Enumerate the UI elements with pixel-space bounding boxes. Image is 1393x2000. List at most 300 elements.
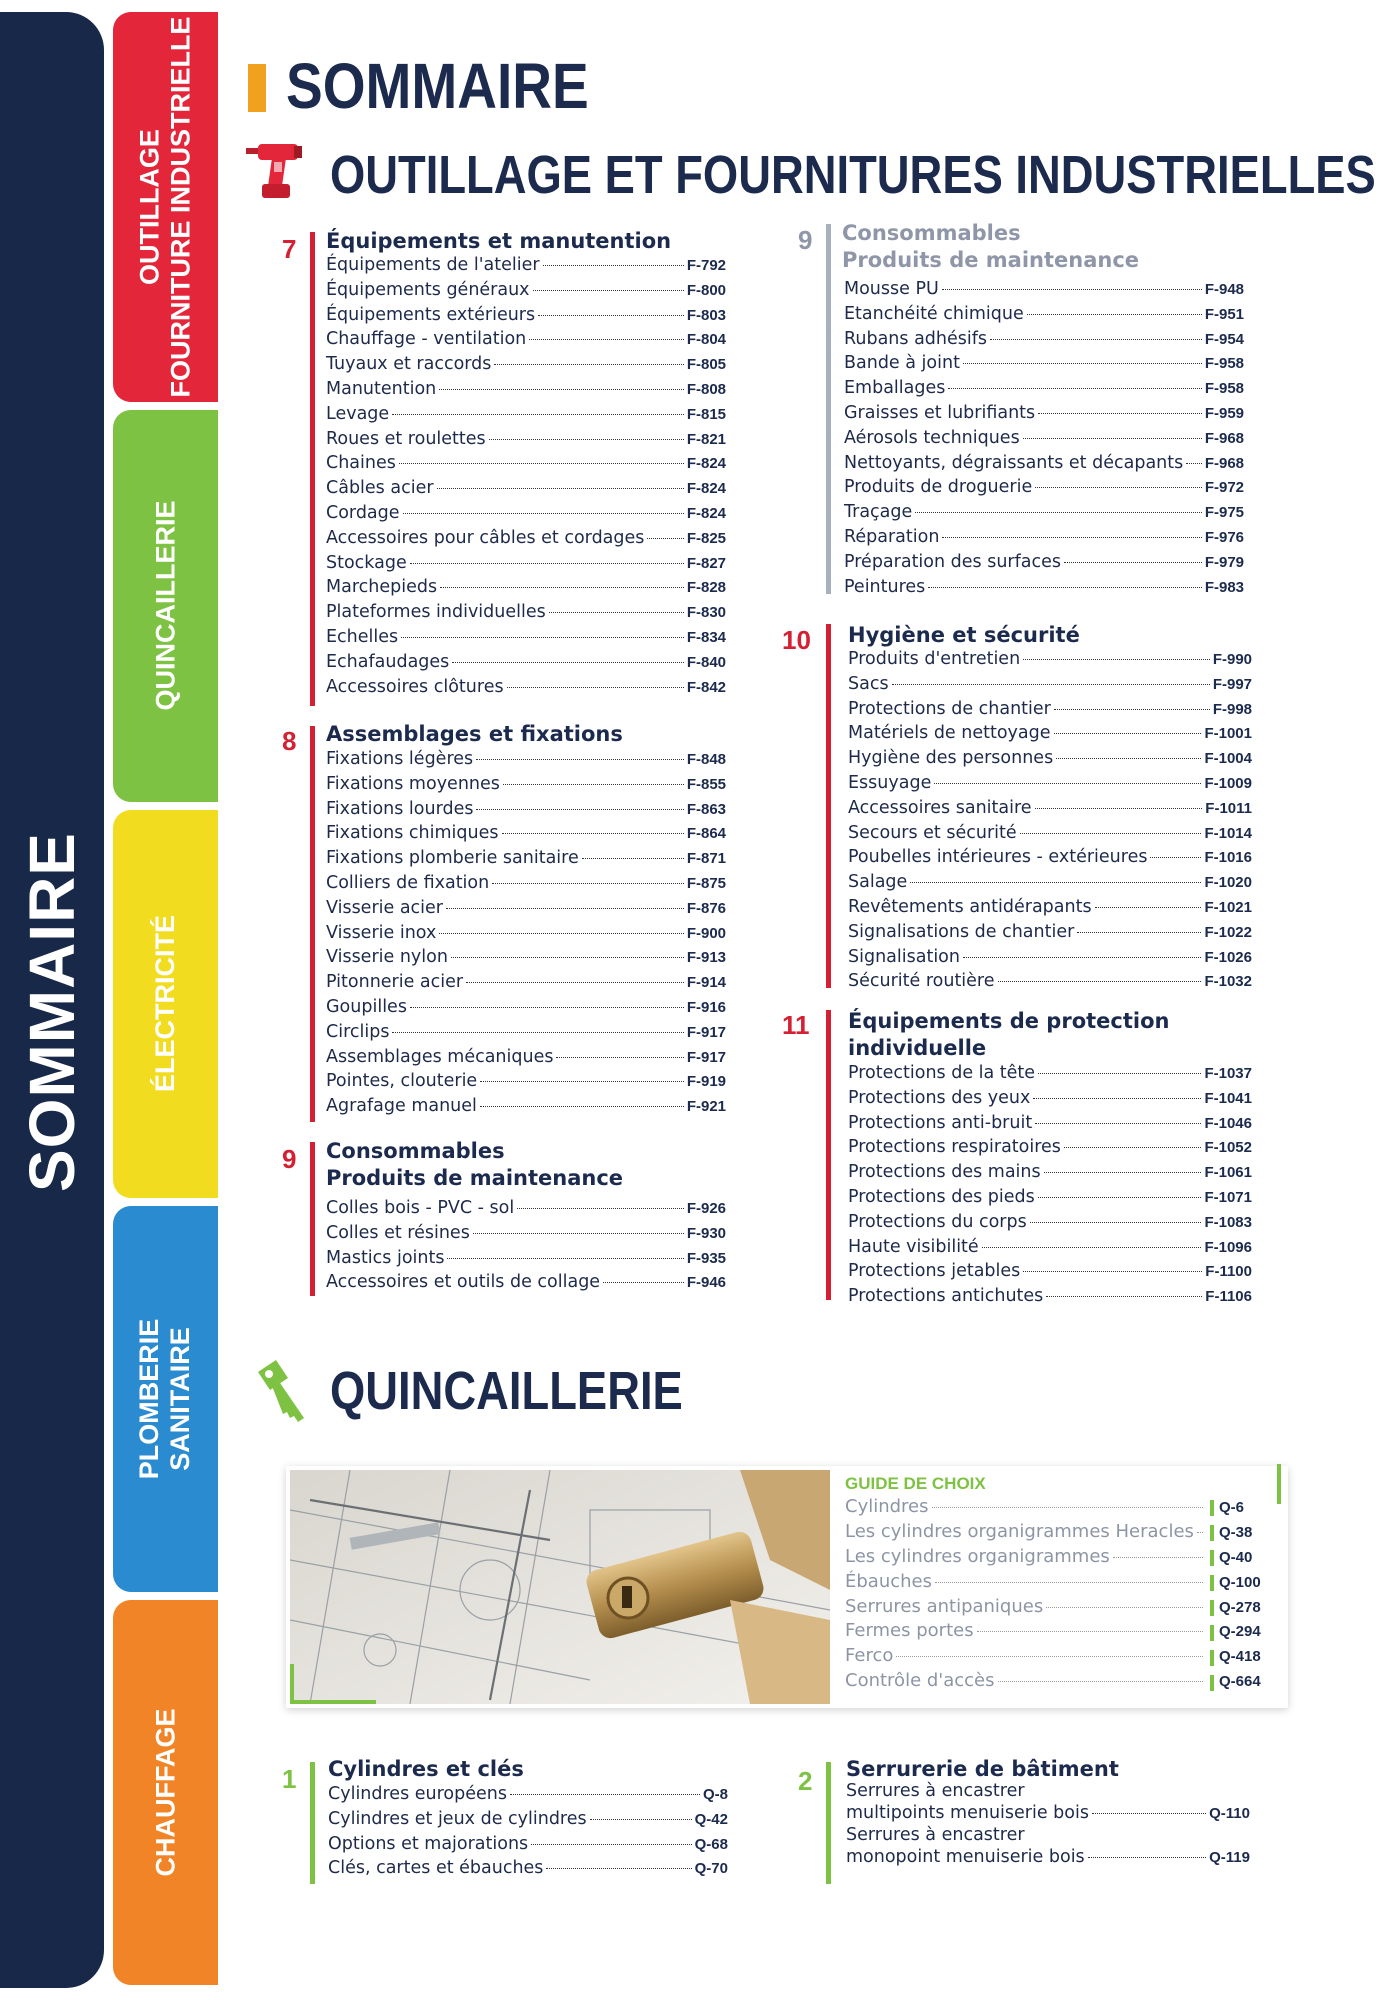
toc-entry-page: F-842 [686, 678, 726, 696]
toc-entry[interactable] [848, 823, 1252, 848]
toc-entry-page: F-958 [1204, 380, 1244, 398]
leader-dots [392, 414, 684, 415]
section-bar [826, 624, 831, 988]
toc-entry-label: Mousse PU [844, 279, 939, 299]
toc-entry[interactable] [326, 255, 726, 280]
toc-entry-page: Q-6 [1219, 1499, 1245, 1516]
toc-entry-page: F-1021 [1204, 898, 1252, 916]
toc-entry-page: Q-119 [1209, 1849, 1250, 1866]
toc-entry-page: F-1032 [1204, 973, 1252, 991]
section-number: 10 [782, 625, 811, 655]
leader-dots [603, 1282, 684, 1283]
leader-dots [543, 265, 684, 266]
toc-entry[interactable] [848, 1113, 1252, 1138]
toc-entry-page: F-914 [686, 974, 726, 992]
toc-entry[interactable] [844, 552, 1244, 577]
toc-entry-page: F-824 [686, 455, 726, 473]
leader-dots [533, 290, 684, 291]
toc-entry[interactable] [326, 823, 726, 848]
toc-entry-label: Fermes portes [845, 1620, 974, 1642]
toc-entry-page: F-1001 [1204, 725, 1252, 743]
tab-chauffage-label: CHAUFFAGE [149, 1708, 180, 1877]
toc-entry[interactable] [326, 652, 726, 677]
toc-entry-page: F-834 [686, 628, 726, 646]
toc-entry-page: F-1004 [1204, 750, 1252, 768]
toc-entry[interactable] [848, 947, 1252, 972]
tab-line: SANITAIRE [165, 1327, 196, 1471]
toc-entry[interactable] [844, 453, 1244, 478]
toc-entry-page: F-990 [1212, 651, 1252, 668]
toc-entry-page: F-1052 [1204, 1139, 1252, 1157]
leader-dots [935, 1582, 1203, 1583]
toc-entry-page: F-919 [686, 1073, 726, 1091]
toc-entry-label: Echelles [326, 626, 399, 647]
toc-entry[interactable] [848, 1212, 1252, 1237]
toc-entry-page: F-959 [1204, 404, 1244, 422]
toc-entry[interactable] [848, 1063, 1252, 1088]
toc-entry-page: F-1100 [1205, 1263, 1252, 1281]
guide-entry[interactable] [845, 1670, 1265, 1695]
toc-entry-page: F-804 [686, 331, 726, 349]
leader-dots [1056, 758, 1201, 759]
toc-entry[interactable] [326, 947, 726, 972]
page-marker [1210, 1650, 1214, 1666]
toc-entry-label: Protections des mains [848, 1162, 1041, 1183]
leader-dots [1064, 562, 1202, 563]
toc-entry[interactable] [326, 1096, 726, 1121]
toc-entry-page: Q-8 [702, 1786, 728, 1803]
toc-entry-page: F-800 [686, 281, 726, 299]
leader-dots [440, 587, 684, 588]
toc-entry-label: Assemblages mécaniques [326, 1046, 554, 1067]
leader-dots [502, 833, 684, 834]
section-number: 9 [282, 1144, 297, 1174]
toc-entry[interactable] [326, 379, 726, 404]
leader-dots [510, 1794, 700, 1795]
toc-entry-label: Protections respiratoires [848, 1137, 1061, 1158]
toc-entry[interactable] [844, 329, 1244, 354]
section-title: Produits de maintenance [842, 248, 1140, 272]
toc-entry-label: Visserie nylon [326, 947, 448, 968]
toc-entry-label: Cylindres et jeux de cylindres [328, 1808, 587, 1829]
leader-dots [466, 982, 684, 983]
section-bar [826, 1762, 831, 1884]
toc-entry-page: F-827 [686, 554, 726, 572]
toc-entry[interactable] [326, 972, 726, 997]
toc-entry-page: F-1106 [1205, 1288, 1252, 1306]
leader-dots [437, 488, 684, 489]
toc-entry-page: F-913 [686, 949, 726, 967]
toc-entry-page: F-871 [686, 850, 726, 868]
toc-entry-page: F-968 [1204, 429, 1244, 447]
section-bar [310, 1762, 315, 1884]
guide-accent [290, 1700, 376, 1704]
toc-entry[interactable] [848, 1088, 1252, 1113]
toc-entry[interactable] [848, 872, 1252, 897]
toc-entry[interactable] [326, 774, 726, 799]
toc-entry[interactable] [326, 873, 726, 898]
toc-list [848, 649, 1252, 996]
leader-dots [892, 684, 1210, 685]
toc-entry-page: F-876 [686, 899, 726, 917]
toc-entry-label: Colles et résines [326, 1222, 470, 1243]
toc-entry-page: F-926 [686, 1200, 726, 1217]
leader-dots [1023, 1271, 1202, 1272]
toc-list [326, 255, 726, 701]
leader-dots [998, 1681, 1203, 1682]
toc-entry[interactable] [326, 1272, 726, 1297]
blueprint-cylinder-photo [290, 1470, 830, 1704]
toc-entry-label: Les cylindres organigrammes Heracles [845, 1520, 1194, 1542]
toc-entry-page: F-824 [686, 480, 726, 498]
toc-entry-page: F-997 [1212, 675, 1252, 693]
toc-entry-page: Q-40 [1219, 1548, 1253, 1566]
toc-entry[interactable] [848, 773, 1252, 798]
toc-entry[interactable] [326, 1223, 726, 1248]
toc-entry[interactable] [844, 502, 1244, 527]
leader-dots [507, 687, 684, 688]
toc-list [846, 1781, 1250, 1869]
leader-dots [480, 1081, 684, 1082]
section-title: Consommables [842, 221, 1021, 245]
toc-entry-label: Les cylindres organigrammes [845, 1545, 1110, 1567]
toc-entry[interactable] [844, 527, 1244, 552]
toc-entry-label: Clés, cartes et ébauches [328, 1858, 544, 1879]
leader-dots [963, 363, 1202, 364]
toc-entry[interactable] [326, 677, 726, 702]
toc-entry-label: Protections de chantier [848, 698, 1051, 719]
leader-dots [452, 662, 684, 663]
toc-entry[interactable] [848, 748, 1252, 773]
toc-entry-label: Hygiène des personnes [848, 748, 1054, 769]
toc-entry-label: Marchepieds [326, 577, 438, 598]
toc-entry[interactable] [844, 279, 1244, 304]
toc-entry-label: Protections de la tête [848, 1063, 1036, 1083]
toc-entry[interactable] [846, 1847, 1250, 1869]
toc-entry-page: F-1020 [1204, 874, 1252, 892]
toc-entry-label: Accessoires sanitaire [848, 797, 1032, 818]
toc-entry-page: F-946 [686, 1274, 726, 1292]
toc-entry[interactable] [328, 1809, 728, 1834]
section-number: 1 [282, 1764, 297, 1794]
toc-entry-label: Signalisation [848, 946, 960, 967]
toc-entry[interactable] [326, 503, 726, 528]
toc-entry[interactable] [326, 1248, 726, 1273]
toc-entry-page: F-1022 [1204, 923, 1252, 941]
toc-entry-label: Emballages [844, 378, 946, 399]
toc-entry-page: F-1009 [1204, 774, 1252, 792]
leader-dots [439, 389, 684, 390]
leader-dots [403, 513, 684, 514]
toc-entry-page: F-855 [686, 775, 726, 793]
toc-entry-page: Q-110 [1209, 1805, 1250, 1822]
toc-entry-page: F-1037 [1204, 1065, 1252, 1082]
toc-entry[interactable] [848, 847, 1252, 872]
toc-entry[interactable] [848, 1286, 1252, 1311]
toc-entry-label: Sécurité routière [848, 971, 995, 992]
toc-entry-label: Manutention [326, 378, 437, 399]
toc-entry-label: Ferco [845, 1645, 894, 1667]
toc-entry-page: F-1046 [1204, 1114, 1252, 1132]
toc-entry-page: F-900 [686, 924, 726, 942]
toc-entry-page: F-954 [1204, 330, 1244, 348]
toc-list [326, 749, 726, 1121]
toc-entry-label: Secours et sécurité [848, 822, 1017, 843]
leader-dots [896, 1656, 1203, 1657]
toc-entry[interactable] [326, 923, 726, 948]
toc-entry-page: F-1014 [1204, 824, 1252, 842]
leader-dots [538, 315, 684, 316]
tab-outillage[interactable] [113, 12, 218, 402]
tab-quincaillerie[interactable] [113, 410, 218, 802]
leader-dots [1046, 1296, 1202, 1297]
tab-electricite[interactable] [113, 810, 218, 1198]
section-title: Assemblages et fixations [326, 722, 623, 746]
toc-entry-label: Sacs [848, 673, 889, 694]
toc-entry-page: F-979 [1204, 553, 1244, 571]
toc-entry-label: Accessoires et outils de collage [326, 1272, 601, 1293]
section-title: Hygiène et sécurité [848, 623, 1080, 647]
leader-dots [410, 563, 684, 564]
toc-entry[interactable] [844, 477, 1244, 502]
page-marker [1210, 1500, 1214, 1516]
toc-entry[interactable] [848, 897, 1252, 922]
toc-entry-page: Q-418 [1219, 1648, 1261, 1666]
toc-entry-page: F-825 [686, 529, 726, 547]
toc-entry[interactable] [326, 453, 726, 478]
toc-entry-label: Options et majorations [328, 1833, 529, 1854]
toc-entry[interactable] [848, 1237, 1252, 1262]
section-number: 2 [798, 1766, 813, 1796]
toc-entry-page: F-792 [686, 257, 726, 274]
toc-entry-label: Plateformes individuelles [326, 602, 546, 623]
toc-entry[interactable] [848, 1187, 1252, 1212]
toc-entry[interactable] [326, 848, 726, 873]
leader-dots [476, 759, 684, 760]
leader-dots [582, 858, 684, 859]
leader-dots [503, 784, 684, 785]
toc-entry-page: F-916 [686, 998, 726, 1016]
leader-dots [942, 537, 1201, 538]
toc-entry-label: multipoints menuiserie bois [846, 1803, 1089, 1823]
toc-entry-label: Ébauches [845, 1570, 932, 1592]
toc-entry[interactable] [848, 798, 1252, 823]
section-bar [310, 726, 315, 1122]
page-marker [1210, 1575, 1214, 1591]
leader-dots [963, 957, 1201, 958]
guide-list [845, 1496, 1265, 1695]
leader-dots [998, 981, 1202, 982]
toc-entry-page: F-1096 [1204, 1238, 1252, 1256]
toc-entry[interactable] [326, 898, 726, 923]
toc-entry[interactable] [326, 577, 726, 602]
tab-quincaillerie-label: QUINCAILLERIE [149, 500, 180, 711]
leader-dots [1038, 413, 1202, 414]
toc-entry[interactable] [844, 577, 1244, 602]
quincaillerie-title: QUINCAILLERIE [330, 1361, 683, 1421]
toc-entry-label: Poubelles intérieures - extérieures [848, 847, 1148, 868]
toc-entry[interactable] [328, 1784, 728, 1809]
toc-entry[interactable] [326, 553, 726, 578]
toc-entry-label: Rubans adhésifs [844, 328, 988, 349]
toc-entry-page: F-875 [686, 874, 726, 892]
toc-entry[interactable] [844, 403, 1244, 428]
toc-entry-page: F-930 [686, 1224, 726, 1242]
toc-entry[interactable] [326, 528, 726, 553]
outillage-title: OUTILLAGE ET FOURNITURES INDUSTRIELLES [330, 145, 1376, 205]
leader-dots [494, 364, 683, 365]
toc-entry[interactable] [844, 353, 1244, 378]
tab-chauffage[interactable] [113, 1600, 218, 1985]
toc-entry-page: F-951 [1204, 305, 1244, 323]
toc-entry-page: F-917 [686, 1023, 726, 1041]
tab-plomberie-label [134, 1319, 196, 1480]
toc-entry-label: Levage [326, 403, 390, 424]
leader-dots [1092, 1813, 1206, 1814]
toc-entry-page: F-848 [686, 751, 726, 768]
section-title: individuelle [848, 1036, 987, 1060]
leader-dots [531, 1844, 691, 1845]
toc-entry[interactable] [326, 329, 726, 354]
toc-entry[interactable] [848, 1261, 1252, 1286]
section-number: 11 [782, 1010, 810, 1040]
guide-entry[interactable] [845, 1496, 1265, 1521]
toc-list [328, 1784, 728, 1883]
toc-entry-page: F-968 [1204, 454, 1244, 472]
toc-entry-label: Tuyaux et raccords [326, 354, 492, 375]
guide-entry[interactable] [845, 1596, 1265, 1621]
tab-plomberie[interactable] [113, 1206, 218, 1592]
toc-entry[interactable] [326, 799, 726, 824]
tab-line: PLOMBERIE [134, 1318, 165, 1480]
leader-dots [942, 289, 1202, 290]
leader-dots [1077, 932, 1201, 933]
page-marker [1210, 1600, 1214, 1616]
toc-entry[interactable] [848, 971, 1252, 996]
toc-entry-page: Q-278 [1219, 1598, 1261, 1616]
toc-entry[interactable] [326, 1022, 726, 1047]
section-title: Cylindres et clés [328, 1757, 524, 1781]
toc-entry[interactable] [326, 1071, 726, 1096]
toc-entry-label: Cylindres européens [328, 1784, 507, 1804]
leader-dots [451, 957, 684, 958]
toc-entry-page: F-983 [1204, 578, 1244, 596]
guide-entry[interactable] [845, 1521, 1265, 1546]
sidebar-spine [0, 12, 104, 1988]
guide-entry[interactable] [845, 1571, 1265, 1596]
leader-dots [1027, 314, 1202, 315]
leader-dots [476, 809, 683, 810]
leader-dots [1023, 659, 1210, 660]
toc-entry-label: Contrôle d'accès [845, 1670, 995, 1692]
page-marker [1210, 1675, 1214, 1691]
section-title: Produits de maintenance [326, 1166, 624, 1190]
toc-entry[interactable] [848, 674, 1252, 699]
toc-entry[interactable] [848, 723, 1252, 748]
leader-dots [399, 463, 684, 464]
leader-dots [439, 933, 683, 934]
toc-entry-page: F-828 [686, 579, 726, 597]
toc-entry[interactable] [326, 429, 726, 454]
page-marker [1210, 1525, 1214, 1541]
guide-entry[interactable] [845, 1546, 1265, 1571]
toc-entry[interactable] [326, 997, 726, 1022]
toc-entry-page: F-805 [686, 356, 726, 374]
toc-entry-label: Mastics joints [326, 1247, 445, 1268]
toc-entry[interactable] [844, 378, 1244, 403]
toc-list [844, 279, 1244, 601]
toc-entry[interactable] [326, 404, 726, 429]
toc-entry[interactable] [848, 699, 1252, 724]
tab-line: FOURNITURE INDUSTRIELLE [165, 16, 196, 398]
toc-entry[interactable] [326, 627, 726, 652]
toc-entry-label: Préparation des surfaces [844, 551, 1062, 572]
toc-entry-label: Fixations lourdes [326, 798, 474, 819]
toc-entry[interactable] [326, 280, 726, 305]
guide-entry[interactable] [845, 1620, 1265, 1645]
toc-entry-page: F-917 [686, 1048, 726, 1066]
toc-entry-page: F-948 [1204, 281, 1244, 298]
toc-entry-label: Echafaudages [326, 651, 450, 672]
toc-entry[interactable] [848, 922, 1252, 947]
leader-dots [977, 1631, 1203, 1632]
leader-dots [529, 339, 684, 340]
toc-entry[interactable] [326, 1047, 726, 1072]
leader-dots [1054, 733, 1202, 734]
section-bar [310, 232, 315, 706]
toc-entry-label: Graisses et lubrifiants [844, 402, 1036, 423]
toc-entry[interactable] [844, 304, 1244, 329]
toc-entry-label: Pointes, clouterie [326, 1071, 478, 1092]
toc-entry[interactable] [326, 749, 726, 774]
leader-dots [1035, 1123, 1201, 1124]
toc-entry[interactable] [848, 1137, 1252, 1162]
toc-entry[interactable] [328, 1834, 728, 1859]
toc-entry[interactable] [326, 305, 726, 330]
toc-entry-page: Q-68 [694, 1835, 728, 1853]
toc-entry-page: Q-100 [1219, 1573, 1261, 1591]
toc-entry-label: Roues et roulettes [326, 428, 486, 449]
toc-entry[interactable] [326, 602, 726, 627]
toc-entry-label: Réparation [844, 526, 940, 547]
toc-entry[interactable] [848, 1162, 1252, 1187]
toc-entry-label: Chauffage - ventilation [326, 329, 527, 350]
toc-entry[interactable] [326, 478, 726, 503]
toc-entry-label: Bande à joint [844, 353, 960, 374]
leader-dots [410, 1007, 684, 1008]
toc-entry[interactable] [844, 428, 1244, 453]
toc-entry-page: Q-70 [694, 1860, 728, 1878]
toc-entry-label: Équipements généraux [326, 279, 530, 300]
toc-entry-label: Fixations chimiques [326, 823, 499, 844]
toc-entry-page: Q-664 [1219, 1673, 1261, 1691]
leader-dots [1035, 487, 1202, 488]
section-bar [826, 1010, 831, 1300]
section-title: Équipements et manutention [326, 229, 672, 253]
toc-entry[interactable] [326, 1198, 726, 1223]
guide-entry[interactable] [845, 1645, 1265, 1670]
toc-entry-label: Salage [848, 872, 908, 893]
tab-line: OUTILLAGE [134, 129, 165, 285]
toc-entry[interactable] [326, 354, 726, 379]
toc-entry[interactable] [846, 1803, 1250, 1825]
key-icon [254, 1356, 314, 1424]
toc-entry[interactable] [848, 649, 1252, 674]
leader-dots [1044, 1172, 1202, 1173]
toc-entry[interactable] [328, 1858, 728, 1883]
toc-entry-label: Traçage [844, 502, 913, 523]
guide-title: GUIDE DE CHOIX [845, 1474, 986, 1493]
